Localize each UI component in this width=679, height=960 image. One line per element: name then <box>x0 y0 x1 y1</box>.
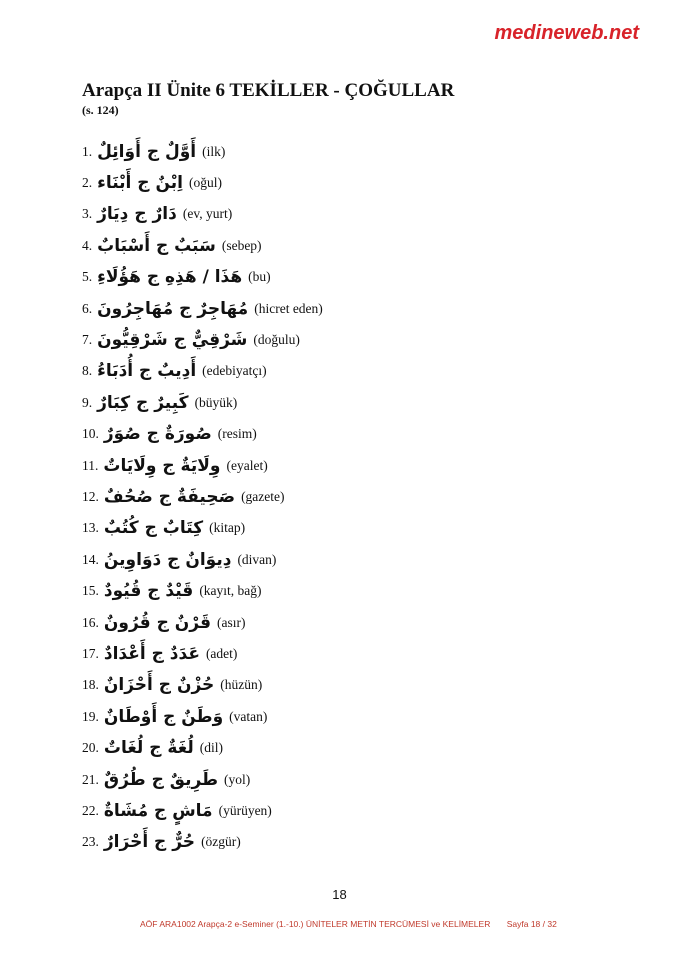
turkish-meaning: (dil) <box>199 740 223 756</box>
list-item <box>82 827 602 858</box>
list-item <box>82 481 602 512</box>
turkish-meaning: (yol) <box>224 771 251 787</box>
item-number: 13. <box>82 520 99 536</box>
list-item <box>82 262 602 293</box>
list-item <box>82 638 602 669</box>
arabic-word: مُهَاجِرٌ ج مُهَاجِرُونَ <box>97 298 249 319</box>
turkish-meaning: (vatan) <box>229 708 268 724</box>
item-number: 22. <box>82 802 99 818</box>
item-number: 2. <box>82 175 93 191</box>
arabic-word: كَبِيرٌ ج كِبَارٌ <box>97 392 189 413</box>
arabic-word: دَارٌ ج دِيَارٌ <box>97 204 177 225</box>
turkish-meaning: (edebiyatçı) <box>202 363 267 379</box>
item-number: 8. <box>82 363 93 379</box>
turkish-meaning: (hicret eden) <box>254 300 323 316</box>
item-number: 23. <box>82 834 99 850</box>
item-number: 9. <box>82 394 93 410</box>
turkish-meaning: (kayıt, bağ) <box>199 583 262 599</box>
item-number: 19. <box>82 708 99 724</box>
arabic-word: مَاشٍ ج مُشَاةٌ <box>103 800 213 821</box>
turkish-meaning: (hüzün) <box>220 677 263 693</box>
arabic-word: وَطَنٌ ج أَوْطَانٌ <box>103 706 224 727</box>
list-item <box>82 544 602 575</box>
turkish-meaning: (doğulu) <box>253 332 300 348</box>
item-number: 20. <box>82 740 99 756</box>
arabic-word: شَرْقِيٌّ ج شَرْقِيُّونَ <box>97 330 248 351</box>
item-number: 3. <box>82 206 93 222</box>
list-item <box>82 199 602 230</box>
arabic-word: قَيْدٌ ج قُيُودٌ <box>103 581 194 602</box>
item-number: 16. <box>82 614 99 630</box>
list-item <box>82 513 602 544</box>
arabic-word: هَذَا / هَذِهِ ج هَؤُلَاءِ <box>97 267 243 288</box>
site-watermark: medineweb.net <box>494 22 639 44</box>
arabic-word: كِتَابٌ ج كُتُبٌ <box>103 518 204 539</box>
item-number: 10. <box>82 426 99 442</box>
turkish-meaning: (ilk) <box>202 143 226 159</box>
turkish-meaning: (resim) <box>217 426 257 442</box>
arabic-word: عَدَدٌ ج أَعْدَادٌ <box>103 643 200 664</box>
list-item <box>82 450 602 481</box>
document-footer <box>140 919 557 929</box>
turkish-meaning: (ev, yurt) <box>182 206 233 222</box>
item-number: 11. <box>82 457 99 473</box>
arabic-word: أَدِيبٌ ج أُدَبَاءُ <box>97 361 197 382</box>
item-number: 4. <box>82 237 93 253</box>
arabic-word: لُغَةٌ ج لُغَاتٌ <box>103 738 194 759</box>
list-item <box>82 607 602 638</box>
item-number: 18. <box>82 677 99 693</box>
list-item <box>82 701 602 732</box>
turkish-meaning: (sebep) <box>221 237 262 253</box>
item-number: 6. <box>82 300 93 316</box>
footer-page-count: Sayfa 18 / 32 <box>506 919 557 929</box>
list-item <box>82 167 602 198</box>
arabic-word: سَبَبٌ ج أَسْبَابٌ <box>97 235 216 256</box>
item-number: 12. <box>82 488 99 504</box>
turkish-meaning: (oğul) <box>188 175 222 191</box>
item-number: 7. <box>82 332 93 348</box>
vocabulary-list <box>82 136 602 858</box>
arabic-word: طَرِيقٌ ج طُرُقٌ <box>103 769 219 790</box>
page-title: Arapça II Ünite 6 TEKİLLER - ÇOĞULLAR <box>82 80 455 101</box>
turkish-meaning: (divan) <box>237 551 277 567</box>
turkish-meaning: (kitap) <box>209 520 246 536</box>
arabic-word: اِبْنٌ ج أَبْنَاء <box>97 173 183 194</box>
turkish-meaning: (gazete) <box>241 488 285 504</box>
item-number: 21. <box>82 771 99 787</box>
page-reference: (s. 124) <box>82 103 119 117</box>
page-number: 18 <box>332 887 347 902</box>
turkish-meaning: (özgür) <box>201 834 241 850</box>
list-item <box>82 324 602 355</box>
list-item <box>82 387 602 418</box>
list-item <box>82 356 602 387</box>
list-item <box>82 293 602 324</box>
list-item <box>82 732 602 763</box>
item-number: 5. <box>82 269 93 285</box>
item-number: 15. <box>82 583 99 599</box>
arabic-word: دِيوَانٌ ج دَوَاوِينُ <box>103 549 232 570</box>
turkish-meaning: (asır) <box>216 614 246 630</box>
list-item <box>82 419 602 450</box>
list-item <box>82 575 602 606</box>
item-number: 17. <box>82 645 99 661</box>
arabic-word: أَوَّلٌ ج أَوَائِلٌ <box>97 141 197 162</box>
arabic-word: قَرْنٌ ج قُرُونٌ <box>103 612 211 633</box>
turkish-meaning: (yürüyen) <box>218 802 272 818</box>
turkish-meaning: (bu) <box>248 269 271 285</box>
list-item <box>82 795 602 826</box>
arabic-word: صُورَةٌ ج صُوَرٌ <box>103 424 212 445</box>
arabic-word: صَحِيفَةٌ ج صُحُفٌ <box>103 486 236 507</box>
arabic-word: حُرٌّ ج أَحْرَارٌ <box>103 832 196 853</box>
item-number: 14. <box>82 551 99 567</box>
item-number: 1. <box>82 143 93 159</box>
list-item <box>82 136 602 167</box>
footer-text: AÖF ARA1002 Arapça-2 e-Seminer (1.-10.) ÜNİTELER METİN TERCÜMESİ ve KELİMELER <box>140 919 491 929</box>
list-item <box>82 230 602 261</box>
arabic-word: وِلَايَةٌ ج وِلَايَاتٌ <box>103 455 221 476</box>
list-item <box>82 764 602 795</box>
turkish-meaning: (eyalet) <box>226 457 268 473</box>
arabic-word: حُزْنٌ ج أَحْزَانٌ <box>103 675 215 696</box>
list-item <box>82 670 602 701</box>
turkish-meaning: (büyük) <box>194 394 238 410</box>
turkish-meaning: (adet) <box>205 645 238 661</box>
